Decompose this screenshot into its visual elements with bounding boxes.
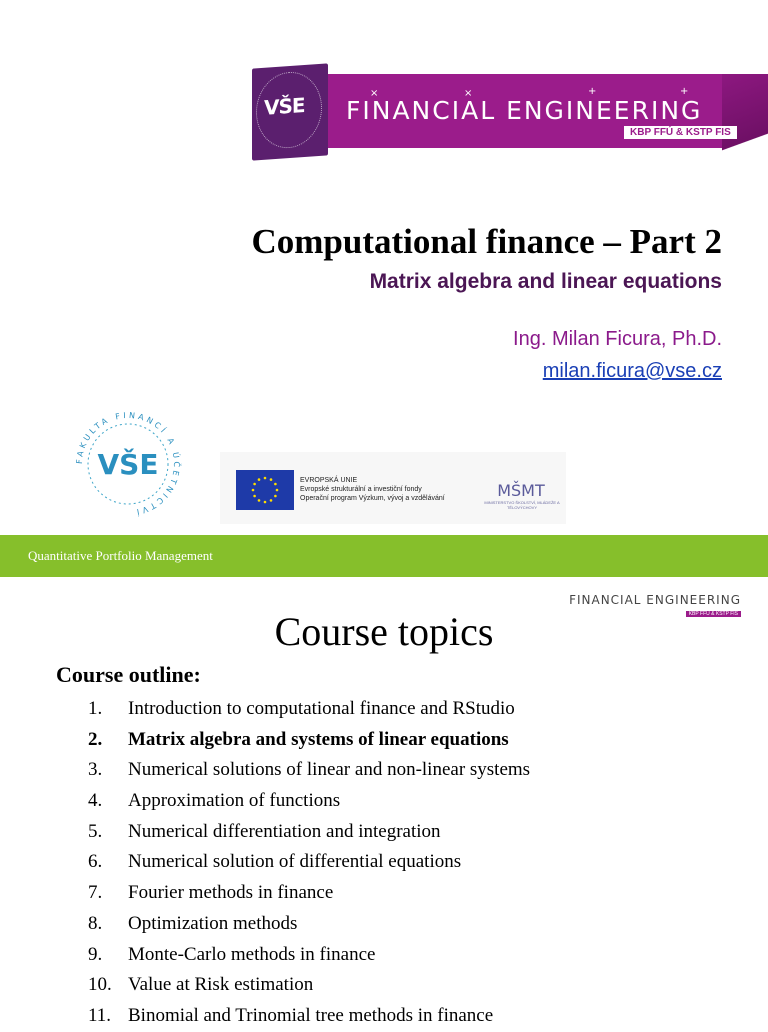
topic-item xyxy=(0,817,768,848)
small-logo-text: FINANCIAL ENGINEERING xyxy=(569,593,741,607)
footer-bar xyxy=(0,535,768,577)
topic-item xyxy=(0,847,768,878)
topic-label: Matrix algebra and systems of linear equations xyxy=(128,728,509,750)
eu-text-line: Evropské strukturální a investiční fondy xyxy=(300,486,422,493)
topic-number: 4. xyxy=(88,790,103,812)
topic-label: Introduction to computational finance and RStudio xyxy=(128,698,515,719)
topic-item xyxy=(0,755,768,786)
topic-number: 6. xyxy=(88,851,103,873)
faculty-logo-text: VŠE xyxy=(97,448,159,481)
topic-number: 9. xyxy=(88,943,103,965)
topic-number: 11. xyxy=(88,1004,112,1026)
topic-number: 1. xyxy=(88,698,103,719)
topic-item xyxy=(0,909,768,940)
eu-funding-box xyxy=(220,452,566,524)
topic-item xyxy=(0,970,768,1001)
eu-text-line: EVROPSKÁ UNIE xyxy=(300,477,358,484)
presentation-subtitle: Matrix algebra and linear equations xyxy=(369,270,722,293)
eu-text xyxy=(300,476,445,503)
msmt-caption: MINISTERSTVO ŠKOLSTVÍ, MLÁDEŽE A TĚLOVÝCHOVY xyxy=(484,500,560,510)
topic-item xyxy=(0,786,768,817)
topic-label: Value at Risk estimation xyxy=(128,974,314,996)
presentation-title: Computational finance – Part 2 xyxy=(251,222,722,261)
topic-label: Approximation of functions xyxy=(128,790,341,812)
topic-item xyxy=(0,694,768,725)
topic-item xyxy=(0,878,768,909)
small-logo-subtitle: KBP FFÚ & KSTP FIS xyxy=(686,611,741,617)
financial-engineering-banner xyxy=(252,66,768,176)
topic-number: 5. xyxy=(88,820,103,842)
topic-item xyxy=(0,1001,768,1032)
banner-logo-text: VŠE xyxy=(264,92,305,120)
plus-mark-icon: + xyxy=(588,86,597,97)
cross-mark-icon: × xyxy=(370,88,379,99)
topic-number: 10. xyxy=(88,974,112,996)
topic-item xyxy=(0,940,768,971)
topic-item xyxy=(0,725,768,756)
outline-heading: Course outline: xyxy=(56,662,201,687)
footer-text: Quantitative Portfolio Management xyxy=(28,548,213,563)
topic-label: Numerical differentiation and integration xyxy=(128,820,441,842)
topic-label: Monte-Carlo methods in finance xyxy=(128,943,376,965)
eu-text-line: Operační program Výzkum, vývoj a vzdělávání xyxy=(300,495,445,502)
topic-list xyxy=(0,694,768,1032)
banner-title: FINANCIAL ENGINEERING xyxy=(346,96,703,125)
topic-label: Optimization methods xyxy=(128,912,298,934)
topic-number: 7. xyxy=(88,882,103,904)
topic-number: 8. xyxy=(88,912,103,934)
msmt-logo-text: MŠMT xyxy=(497,481,545,500)
topic-label: Numerical solutions of linear and non-linear systems xyxy=(128,759,531,781)
topic-label: Fourier methods in finance xyxy=(128,882,334,904)
topic-number: 3. xyxy=(88,759,103,781)
course-topics-slide xyxy=(0,578,768,1024)
slide-title: Course topics xyxy=(274,609,494,654)
banner-subtitle: KBP FFÚ & KSTP FIS xyxy=(624,126,737,139)
topic-label: Binomial and Trinomial tree methods in finance xyxy=(128,1004,494,1026)
author-name: Ing. Milan Ficura, Ph.D. xyxy=(513,328,722,350)
cross-mark-icon: × xyxy=(464,88,473,99)
faculty-logo-ring-text: FAKULTA FINANCÍ A ÚČETNICTVÍ xyxy=(74,410,182,517)
plus-mark-icon: + xyxy=(680,86,689,97)
topic-label: Numerical solution of differential equations xyxy=(128,851,462,873)
topic-number: 2. xyxy=(88,728,103,750)
author-email-link[interactable]: milan.ficura@vse.cz xyxy=(542,360,722,382)
faculty-logo xyxy=(72,408,184,520)
vse-banner-logo xyxy=(252,63,328,160)
eu-flag-icon xyxy=(236,470,294,510)
